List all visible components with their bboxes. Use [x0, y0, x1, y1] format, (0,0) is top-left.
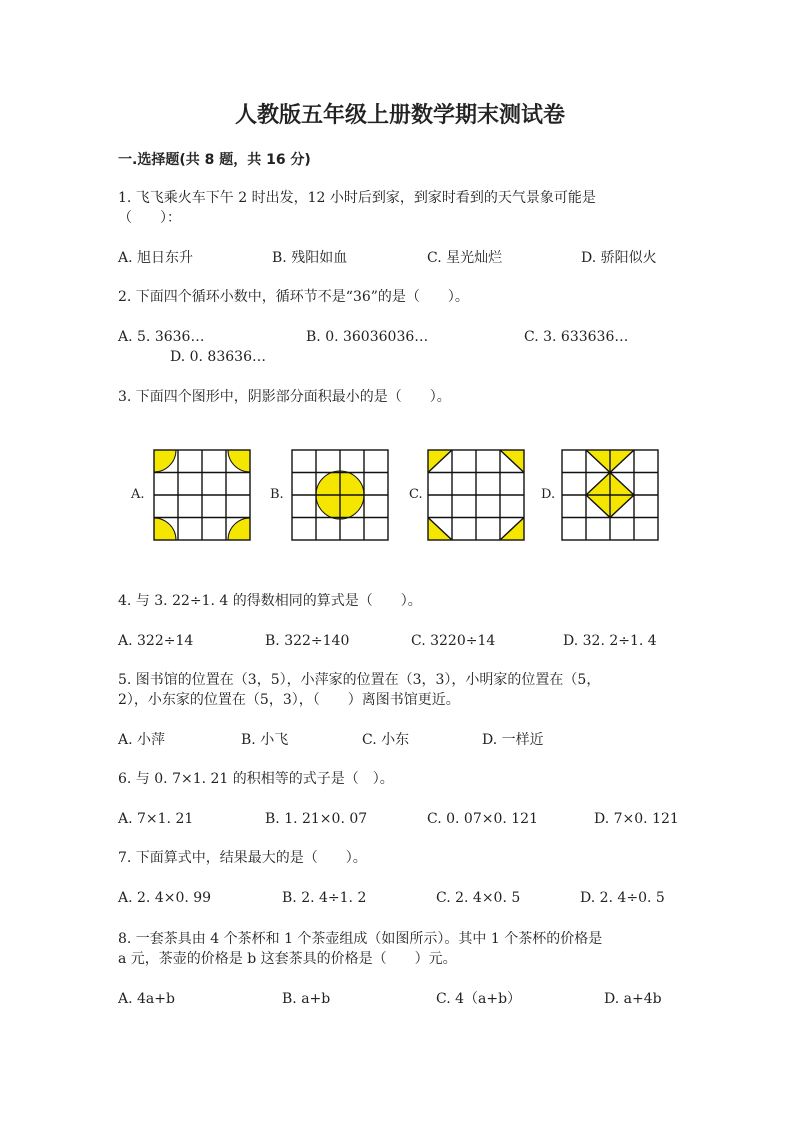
- question-8-text-cont: a 元，茶壶的价格是 b 这套茶具的价格是（ ）元。: [118, 951, 457, 967]
- question-1-text-cont: （ ）：: [118, 210, 181, 226]
- q1-option-a[interactable]: A. 旭日东升: [118, 250, 194, 266]
- q3-option-b[interactable]: B.: [270, 487, 284, 502]
- q2-option-a[interactable]: A. 5. 3636…: [118, 329, 205, 345]
- q4-option-a[interactable]: A. 322÷14: [118, 633, 194, 649]
- q2-option-b[interactable]: B. 0. 36036036…: [306, 329, 429, 345]
- q4-option-d[interactable]: D. 32. 2÷1. 4: [563, 633, 657, 649]
- q7-option-c[interactable]: C. 2. 4×0. 5: [436, 890, 521, 906]
- q3-option-c[interactable]: C.: [409, 487, 423, 502]
- question-5-text: 5. 图书馆的位置在（3，5），小萍家的位置在（3，3），小明家的位置在（5，: [118, 672, 601, 688]
- q8-option-d[interactable]: D. a+4b: [604, 991, 662, 1007]
- question-7-text: 7. 下面算式中，结果最大的是（ ）。: [118, 850, 367, 866]
- question-4-text: 4. 与 3. 22÷1. 4 的得数相同的算式是（ ）。: [118, 593, 422, 609]
- q2-option-d[interactable]: D. 0. 83636…: [170, 349, 266, 365]
- q3-option-a[interactable]: A.: [131, 487, 145, 502]
- q7-option-d[interactable]: D. 2. 4÷0. 5: [580, 890, 665, 906]
- figure-b-center-circle: [290, 448, 390, 542]
- q7-option-a[interactable]: A. 2. 4×0. 99: [118, 890, 212, 906]
- q7-option-b[interactable]: B. 2. 4÷1. 2: [282, 890, 367, 906]
- q5-option-a[interactable]: A. 小萍: [118, 732, 166, 748]
- section-heading: 一.选择题(共 8 题，共 16 分): [118, 152, 311, 168]
- question-5-text-cont: 2），小东家的位置在（5，3），（ ）离图书馆更近。: [118, 692, 460, 708]
- q4-option-b[interactable]: B. 322÷140: [265, 633, 350, 649]
- question-8-text: 8. 一套茶具由 4 个茶杯和 1 个茶壶组成（如图所示）。其中 1 个茶杯的价格是: [118, 931, 603, 947]
- q8-option-a[interactable]: A. 4a+b: [118, 991, 175, 1007]
- q6-option-b[interactable]: B. 1. 21×0. 07: [265, 811, 368, 827]
- q1-option-d[interactable]: D. 骄阳似火: [581, 250, 657, 266]
- q2-option-c[interactable]: C. 3. 633636…: [524, 329, 629, 345]
- q5-option-c[interactable]: C. 小东: [362, 732, 410, 748]
- question-3-text: 3. 下面四个图形中，阴影部分面积最小的是（ ）。: [118, 389, 451, 405]
- q6-option-c[interactable]: C. 0. 07×0. 121: [427, 811, 538, 827]
- q4-option-c[interactable]: C. 3220÷14: [411, 633, 496, 649]
- q1-option-b[interactable]: B. 残阳如血: [272, 250, 348, 266]
- figure-d-triangle-diamond: [560, 448, 660, 542]
- question-2-text: 2. 下面四个循环小数中，循环节不是“36”的是（ ）。: [118, 289, 469, 305]
- q6-option-a[interactable]: A. 7×1. 21: [118, 811, 194, 827]
- q5-option-d[interactable]: D. 一样近: [482, 732, 544, 748]
- figure-c-corner-triangles: [426, 448, 526, 542]
- q6-option-d[interactable]: D. 7×0. 121: [594, 811, 679, 827]
- q8-option-b[interactable]: B. a+b: [282, 991, 331, 1007]
- q8-option-c[interactable]: C. 4（a+b）: [436, 991, 522, 1007]
- question-1-text: 1. 飞飞乘火车下午 2 时出发，12 小时后到家，到家时看到的天气景象可能是: [118, 190, 596, 206]
- question-6-text: 6. 与 0. 7×1. 21 的积相等的式子是（ ）。: [118, 771, 394, 787]
- page-title: 人教版五年级上册数学期末测试卷: [234, 103, 565, 128]
- figure-a-quarter-circles: [152, 448, 252, 542]
- q3-option-d[interactable]: D.: [541, 487, 556, 502]
- q5-option-b[interactable]: B. 小飞: [241, 732, 289, 748]
- q1-option-c[interactable]: C. 星光灿烂: [427, 250, 503, 266]
